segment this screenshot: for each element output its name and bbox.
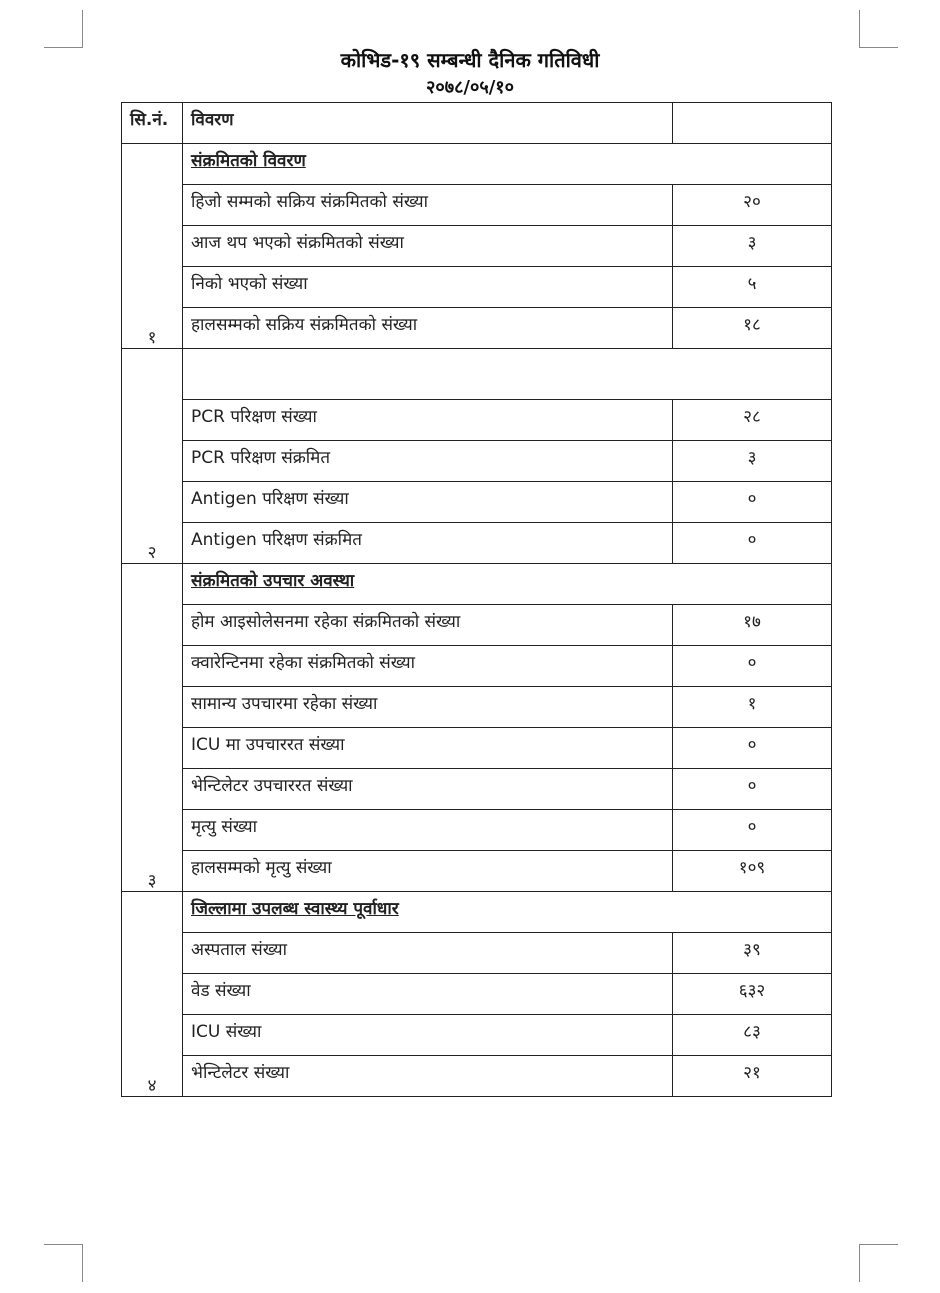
row-value: २० — [673, 185, 832, 226]
table-row — [122, 523, 832, 564]
row-label: भेन्टिलेटर उपचाररत संख्या — [183, 769, 673, 810]
table-row — [122, 974, 832, 1015]
table-row — [122, 605, 832, 646]
row-value: ० — [673, 523, 832, 564]
section-heading — [183, 349, 832, 400]
serial-number: ४ — [122, 892, 183, 1097]
row-label: ICU संख्या — [183, 1015, 673, 1056]
section-heading-row — [122, 564, 832, 605]
row-value: १ — [673, 687, 832, 728]
document-title: कोभिड-१९ सम्बन्धी दैनिक गतिविधी — [340, 48, 600, 72]
header-description: विवरण — [183, 103, 673, 144]
document-date: २०७८/०५/१० — [425, 77, 515, 98]
section-heading-text: संक्रमितको उपचार अवस्था — [191, 571, 355, 591]
table-row — [122, 308, 832, 349]
row-value: ८३ — [673, 1015, 832, 1056]
table-row — [122, 226, 832, 267]
row-label: सामान्य उपचारमा रहेका संख्या — [183, 687, 673, 728]
table-row — [122, 185, 832, 226]
row-label: Antigen परिक्षण संख्या — [183, 482, 673, 523]
section-heading-text: जिल्लामा उपलब्ध स्वास्थ्य पूर्वाधार — [191, 899, 399, 919]
table-row — [122, 646, 832, 687]
row-value: १०९ — [673, 851, 832, 892]
row-value: ० — [673, 482, 832, 523]
serial-number: २ — [122, 349, 183, 564]
crop-mark-bottom-left-h — [44, 1244, 82, 1245]
row-value: ३ — [673, 226, 832, 267]
row-label: मृत्यु संख्या — [183, 810, 673, 851]
table-row — [122, 482, 832, 523]
row-label: Antigen परिक्षण संक्रमित — [183, 523, 673, 564]
row-label: वेड संख्या — [183, 974, 673, 1015]
section-heading — [183, 892, 832, 933]
row-label: क्वारेन्टिनमा रहेका संक्रमितको संख्या — [183, 646, 673, 687]
crop-mark-bottom-right-h — [860, 1244, 898, 1245]
section-heading-row — [122, 144, 832, 185]
table-row — [122, 267, 832, 308]
table-row — [122, 769, 832, 810]
row-value: ० — [673, 810, 832, 851]
table-row — [122, 441, 832, 482]
report-table — [121, 102, 832, 1097]
crop-mark-top-right-v — [859, 10, 860, 48]
row-value: २१ — [673, 1056, 832, 1097]
table-row — [122, 400, 832, 441]
table-row — [122, 1056, 832, 1097]
section-heading-row — [122, 892, 832, 933]
section-heading — [183, 144, 832, 185]
row-value: ० — [673, 728, 832, 769]
row-value: ३९ — [673, 933, 832, 974]
row-label: अस्पताल संख्या — [183, 933, 673, 974]
header-serial: सि.नं. — [122, 103, 183, 144]
row-value: २८ — [673, 400, 832, 441]
table-row — [122, 810, 832, 851]
table-row — [122, 687, 832, 728]
table-row — [122, 933, 832, 974]
row-value: ३ — [673, 441, 832, 482]
row-value: ० — [673, 646, 832, 687]
row-label: PCR परिक्षण संख्या — [183, 400, 673, 441]
header-value — [673, 103, 832, 144]
row-value: १८ — [673, 308, 832, 349]
table-row — [122, 851, 832, 892]
row-label: होम आइसोलेसनमा रहेका संक्रमितको संख्या — [183, 605, 673, 646]
serial-number: ३ — [122, 564, 183, 892]
crop-mark-top-left-v — [82, 10, 83, 48]
table-row — [122, 728, 832, 769]
crop-mark-bottom-left-v — [82, 1244, 83, 1282]
row-label: हिजो सम्मको सक्रिय संक्रमितको संख्या — [183, 185, 673, 226]
section-heading-text: संक्रमितको विवरण — [191, 151, 306, 171]
row-value: ६३२ — [673, 974, 832, 1015]
row-label: भेन्टिलेटर संख्या — [183, 1056, 673, 1097]
crop-mark-bottom-right-v — [859, 1244, 860, 1282]
table-row — [122, 1015, 832, 1056]
row-value: ५ — [673, 267, 832, 308]
row-label: PCR परिक्षण संक्रमित — [183, 441, 673, 482]
row-label: निको भएको संख्या — [183, 267, 673, 308]
table-header-row — [122, 103, 832, 144]
row-label: हालसम्मको सक्रिय संक्रमितको संख्या — [183, 308, 673, 349]
serial-number: १ — [122, 144, 183, 349]
row-value: १७ — [673, 605, 832, 646]
row-value: ० — [673, 769, 832, 810]
section-heading-row — [122, 349, 832, 400]
row-label: ICU मा उपचाररत संख्या — [183, 728, 673, 769]
row-label: आज थप भएको संक्रमितको संख्या — [183, 226, 673, 267]
section-heading — [183, 564, 832, 605]
row-label: हालसम्मको मृत्यु संख्या — [183, 851, 673, 892]
